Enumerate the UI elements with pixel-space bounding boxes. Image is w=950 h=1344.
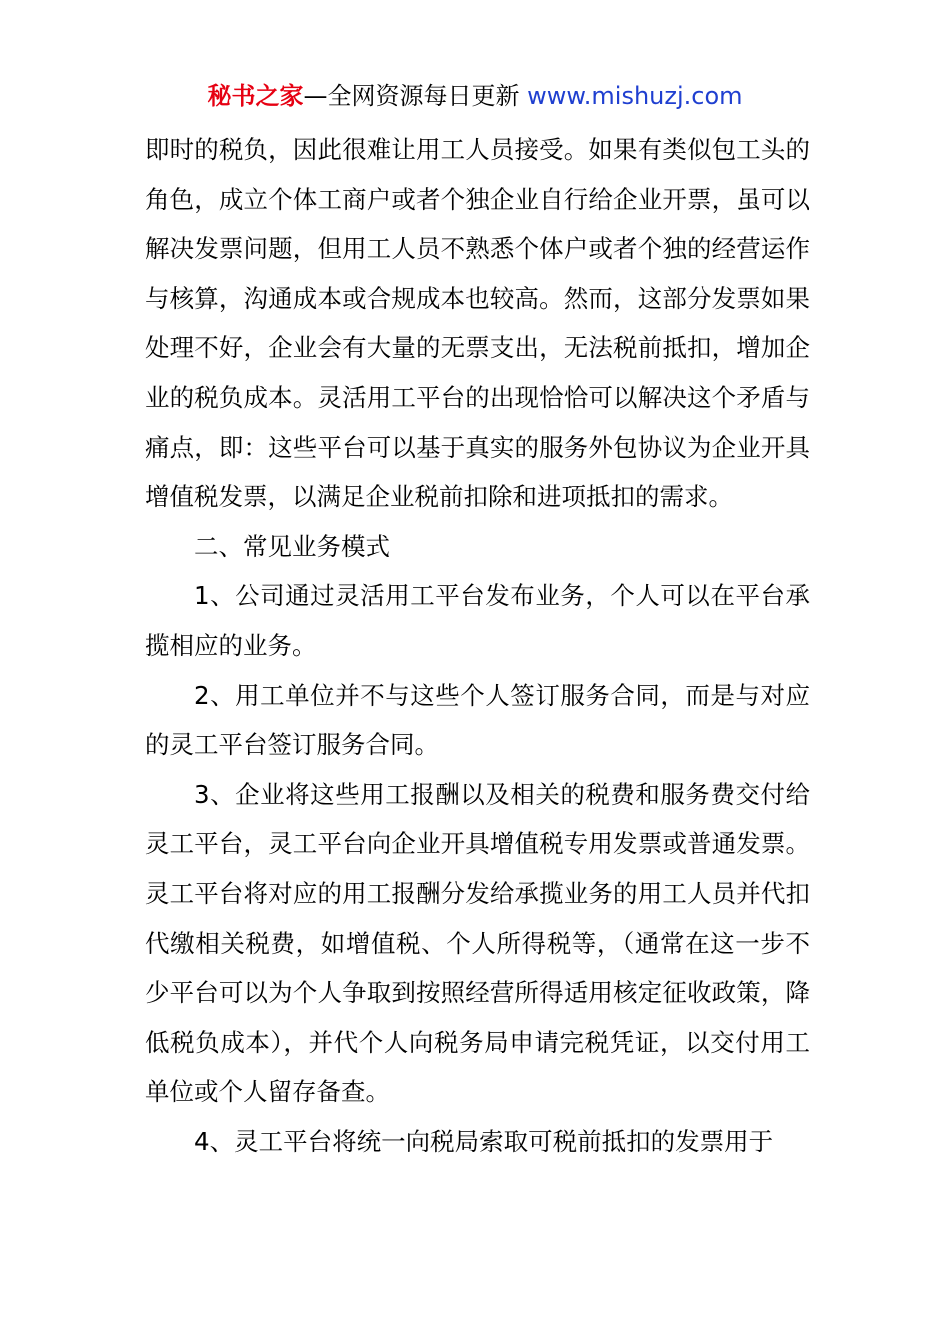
- header-tagline: —全网资源每日更新: [303, 82, 528, 110]
- page-header: [0, 80, 950, 112]
- document-body: [145, 125, 810, 1166]
- paragraph-item-2: 2、用工单位并不与这些个人签订服务合同，而是与对应的灵工平台签订服务合同。: [145, 680, 810, 760]
- paragraph-item-4: 4、灵工平台将统一向税局索取可税前抵扣的发票用于: [194, 1126, 774, 1156]
- paragraph-item-1: 1、公司通过灵活用工平台发布业务，个人可以在平台承揽相应的业务。: [145, 581, 810, 660]
- paragraph-item-3: 3、企业将这些用工报酬以及相关的税费和服务费交付给灵工平台，灵工平台向企业开具增值税专用发票或普通发票。灵工平台将对应的用工报酬分发给承揽业务的用工人员并代扣代缴相关税费，如增值税、个人所得税等，（通常在这一步不少平台可以为个人争取到按照经营所得适用核定征收政策，降低税负成本），并代个人向税务局申请完税凭证，以交付用工单位或个人留存备查。: [145, 779, 810, 1107]
- brand-name: 秘书之家: [207, 82, 304, 110]
- section-heading: 二、常见业务模式: [194, 531, 390, 561]
- site-url[interactable]: www.mishuzj.com: [527, 82, 743, 110]
- paragraph-intro: 即时的税负，因此很难让用工人员接受。如果有类似包工头的角色，成立个体工商户或者个独企业自行给企业开票，虽可以解决发票问题，但用工人员不熟悉个体户或者个独的经营运作与核算，沟通成本或合规成本也较高。然而，这部分发票如果处理不好，企业会有大量的无票支出，无法税前抵扣，增加企业的税负成本。灵活用工平台的出现恰恰可以解决这个矛盾与痛点，即：这些平台可以基于真实的服务外包协议为企业开具增值税发票，以满足企业税前扣除和进项抵扣的需求。: [145, 135, 810, 512]
